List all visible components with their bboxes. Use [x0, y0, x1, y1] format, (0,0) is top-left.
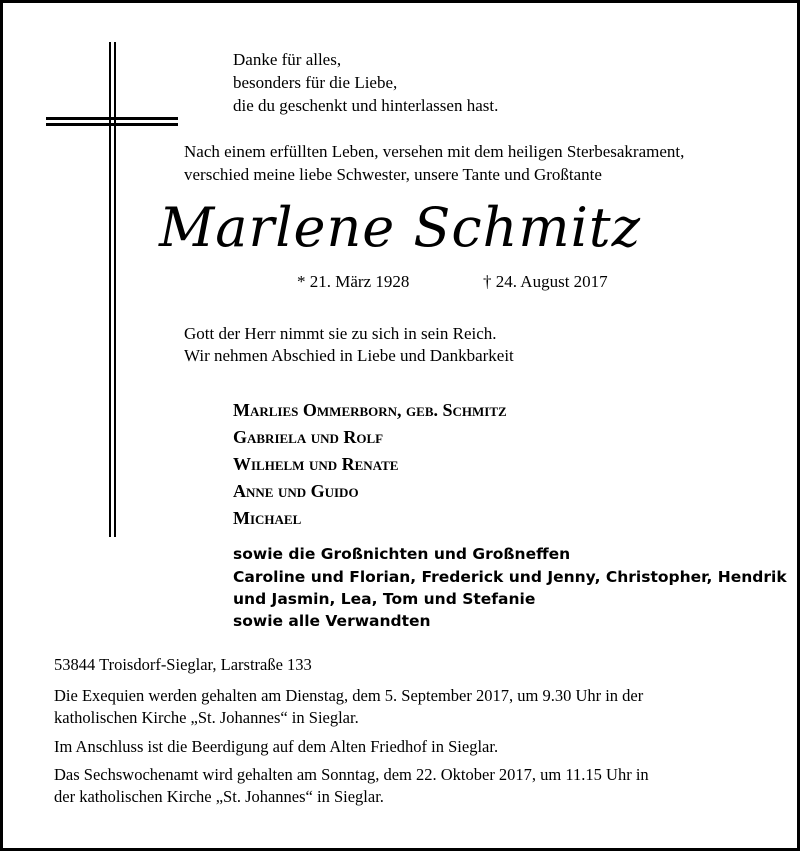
family-member: Marlies Ommerborn, geb. Schmitz — [233, 400, 507, 420]
family-member: Michael — [233, 508, 302, 528]
relatives-line: sowie alle Verwandten — [233, 612, 431, 630]
notice-line: Die Exequien werden gehalten am Dienstag, dem 5. September 2017, um 9.30 Uhr in der — [54, 686, 644, 705]
intro-line: Nach einem erfüllten Leben, versehen mit dem heiligen Sterbesakrament, — [184, 142, 685, 161]
notice-line: Im Anschluss ist die Beerdigung auf dem Alten Friedhof in Sieglar. — [54, 737, 499, 756]
faith-line: Gott der Herr nimmt sie zu sich in sein Reich. — [184, 324, 497, 343]
notice-line: katholischen Kirche „St. Johannes“ in Sieglar. — [54, 708, 359, 727]
relatives-line: und Jasmin, Lea, Tom und Stefanie — [233, 590, 536, 608]
address: 53844 Troisdorf-Sieglar, Larstraße 133 — [54, 655, 312, 674]
relatives-line: Caroline und Florian, Frederick und Jenny, Christopher, Hendrik — [233, 568, 787, 586]
family-member: Gabriela und Rolf — [233, 427, 384, 447]
relatives-line: sowie die Großnichten und Großneffen — [233, 545, 571, 563]
deceased-name: Marlene Schmitz — [158, 196, 642, 259]
notice-line: Das Sechswochenamt wird gehalten am Sonntag, dem 22. Oktober 2017, um 11.15 Uhr in — [54, 765, 649, 784]
intro-line: verschied meine liebe Schwester, unsere Tante und Großtante — [184, 165, 602, 184]
family-member: Wilhelm und Renate — [233, 454, 399, 474]
family-member: Anne und Guido — [233, 481, 359, 501]
faith-line: Wir nehmen Abschied in Liebe und Dankbarkeit — [184, 346, 514, 365]
motto-line: die du geschenkt und hinterlassen hast. — [233, 96, 499, 115]
motto-line: Danke für alles, — [233, 50, 342, 69]
cross-intersection — [109, 117, 116, 126]
motto-line: besonders für die Liebe, — [233, 73, 398, 92]
notice-line: der katholischen Kirche „St. Johannes“ in Sieglar. — [54, 787, 384, 806]
birth-date: * 21. März 1928 — [297, 272, 410, 291]
death-date: † 24. August 2017 — [483, 272, 608, 291]
